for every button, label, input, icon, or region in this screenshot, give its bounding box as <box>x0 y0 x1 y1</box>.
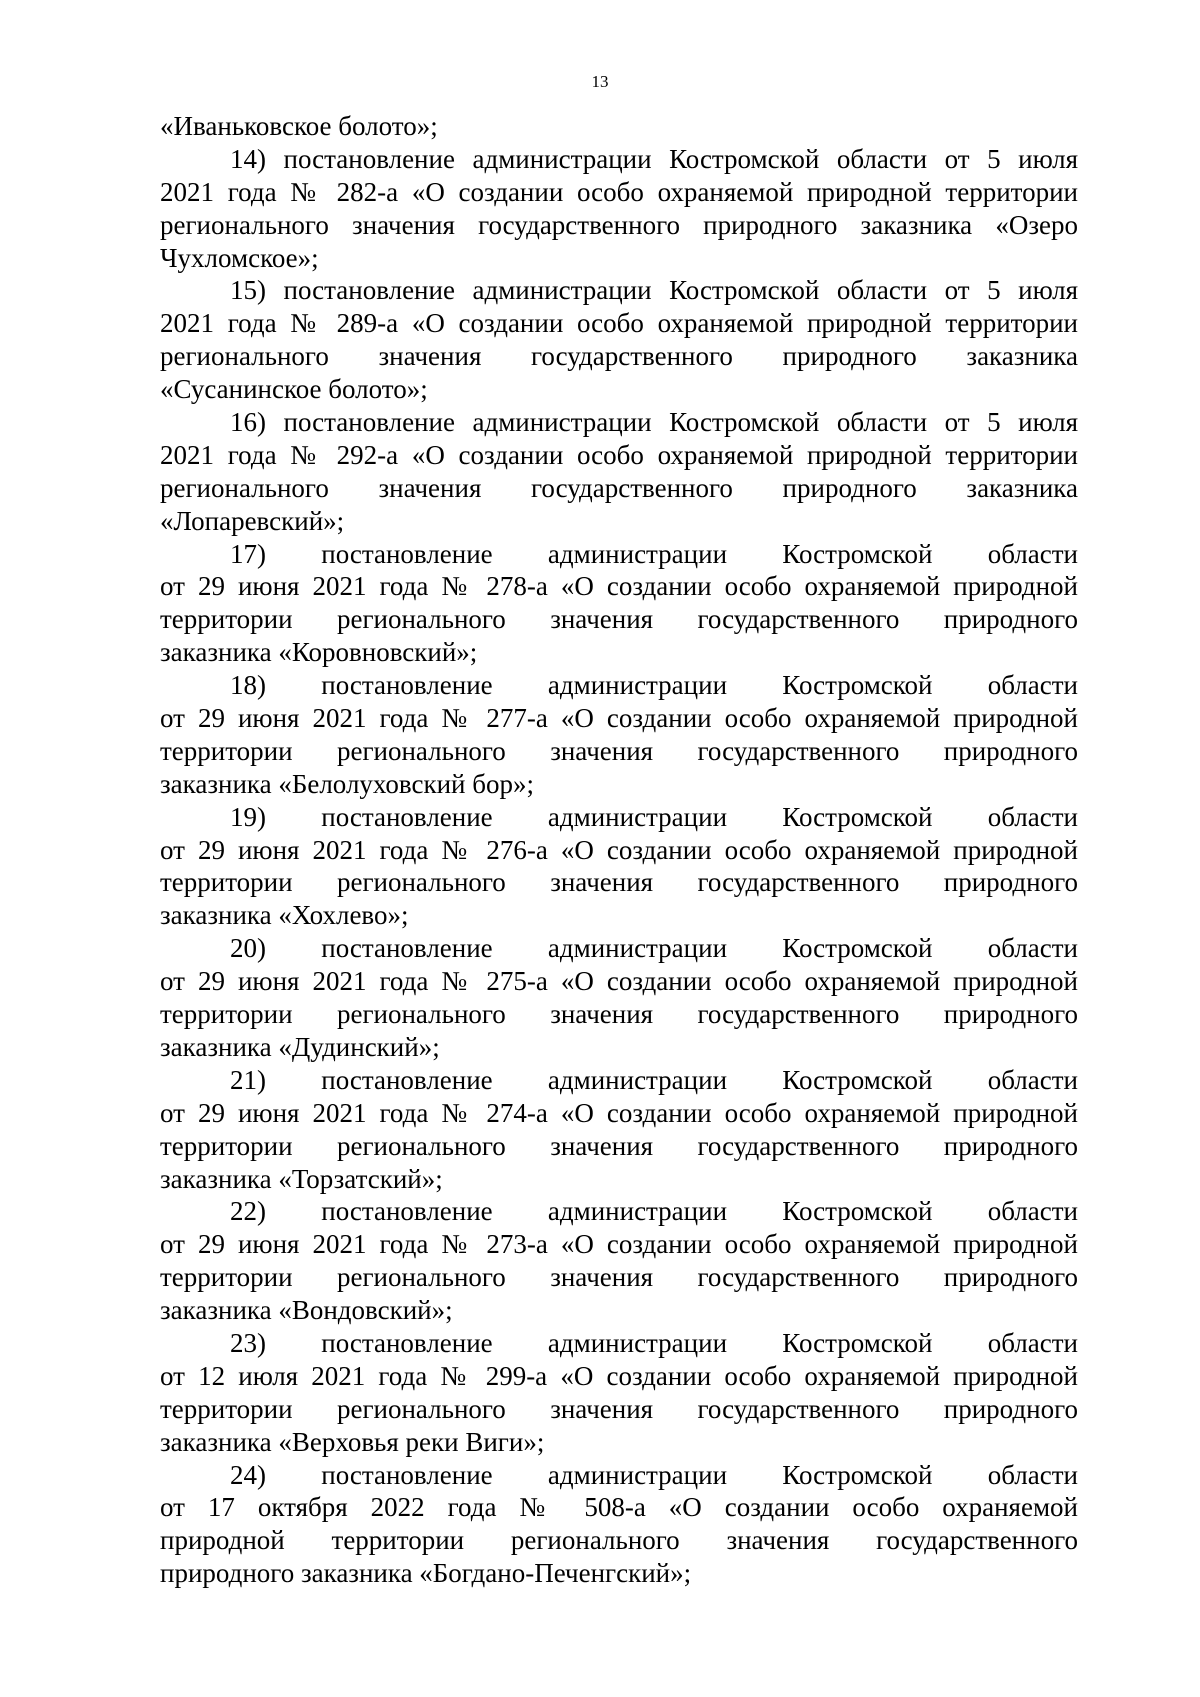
document-body <box>160 110 1078 1590</box>
text-line: регионального значения государственного природного заказника «Озеро <box>160 209 1078 240</box>
text-line: регионального значения государственного природного заказника <box>160 472 1078 503</box>
text-line: территории регионального значения государственного природного <box>160 1262 1078 1293</box>
text-line: 23) постановление администрации Костромской области <box>230 1327 1078 1358</box>
text-line: «Сусанинское болото»; <box>160 374 428 405</box>
text-line: от 12 июля 2021 года № 299-а «О создании особо охраняемой природной <box>160 1360 1078 1391</box>
text-line: заказника «Верховья реки Виги»; <box>160 1426 545 1457</box>
text-line: заказника «Коровновский»; <box>160 637 478 668</box>
text-line: территории регионального значения государственного природного <box>160 999 1078 1030</box>
text-line: территории регионального значения государственного природного <box>160 735 1078 766</box>
text-line: 18) постановление администрации Костромской области <box>230 670 1078 701</box>
list-item <box>160 538 1078 670</box>
list-item <box>160 274 1078 406</box>
text-line: территории регионального значения государственного природного <box>160 604 1078 635</box>
text-line: заказника «Торзатский»; <box>160 1163 443 1194</box>
text-line: заказника «Белолуховский бор»; <box>160 768 534 799</box>
text-line: от 29 июня 2021 года № 278-а «О создании особо охраняемой природной <box>160 571 1078 602</box>
text-line: от 17 октября 2022 года № 508-а «О создании особо охраняемой <box>160 1492 1078 1523</box>
list-item <box>160 801 1078 933</box>
text-line: 16) постановление администрации Костромской области от 5 июля <box>230 407 1078 438</box>
text-line: 2021 года № 289-а «О создании особо охраняемой природной территории <box>160 308 1078 339</box>
text-line: «Иваньковское болото»; <box>160 111 438 141</box>
text-line: от 29 июня 2021 года № 276-а «О создании особо охраняемой природной <box>160 834 1078 865</box>
text-line: заказника «Хохлево»; <box>160 900 409 931</box>
text-line: 24) постановление администрации Костромской области <box>230 1459 1078 1490</box>
text-line: от 29 июня 2021 года № 275-а «О создании особо охраняемой природной <box>160 966 1078 997</box>
list-item <box>160 1459 1078 1591</box>
text-line: территории регионального значения государственного природного <box>160 1393 1078 1424</box>
text-line: 2021 года № 282-а «О создании особо охраняемой природной территории <box>160 176 1078 207</box>
text-line: 19) постановление администрации Костромской области <box>230 801 1078 832</box>
text-line: 15) постановление администрации Костромской области от 5 июля <box>230 275 1078 306</box>
text-line: 22) постановление администрации Костромской области <box>230 1196 1078 1227</box>
list-item <box>160 669 1078 801</box>
list-item <box>160 1327 1078 1459</box>
page-number: 13 <box>591 72 609 91</box>
text-line: 14) постановление администрации Костромской области от 5 июля <box>230 143 1078 174</box>
text-line: 2021 года № 292-а «О создании особо охраняемой природной территории <box>160 439 1078 470</box>
text-line: территории регионального значения государственного природного <box>160 867 1078 898</box>
text-line: заказника «Вондовский»; <box>160 1295 453 1326</box>
text-line: природного заказника «Богдано-Печенгский»; <box>160 1558 692 1589</box>
text-line: 21) постановление администрации Костромской области <box>230 1064 1078 1095</box>
list-item <box>160 143 1078 275</box>
list-item <box>160 1064 1078 1196</box>
text-line: 20) постановление администрации Костромской области <box>230 933 1078 964</box>
text-line: от 29 июня 2021 года № 277-а «О создании особо охраняемой природной <box>160 703 1078 734</box>
list-item <box>160 406 1078 538</box>
text-line: территории регионального значения государственного природного <box>160 1130 1078 1161</box>
text-line: 17) постановление администрации Костромской области <box>230 538 1078 569</box>
text-line: Чухломское»; <box>160 242 319 273</box>
text-line: природной территории регионального значения государственного <box>160 1525 1078 1556</box>
text-line: от 29 июня 2021 года № 273-а «О создании особо охраняемой природной <box>160 1229 1078 1260</box>
text-line: заказника «Дудинский»; <box>160 1031 440 1062</box>
text-line: от 29 июня 2021 года № 274-а «О создании особо охраняемой природной <box>160 1097 1078 1128</box>
list-item <box>160 1195 1078 1327</box>
text-line: регионального значения государственного природного заказника <box>160 341 1078 372</box>
list-item <box>160 110 1078 143</box>
list-item <box>160 932 1078 1064</box>
text-line: «Лопаревский»; <box>160 505 345 536</box>
